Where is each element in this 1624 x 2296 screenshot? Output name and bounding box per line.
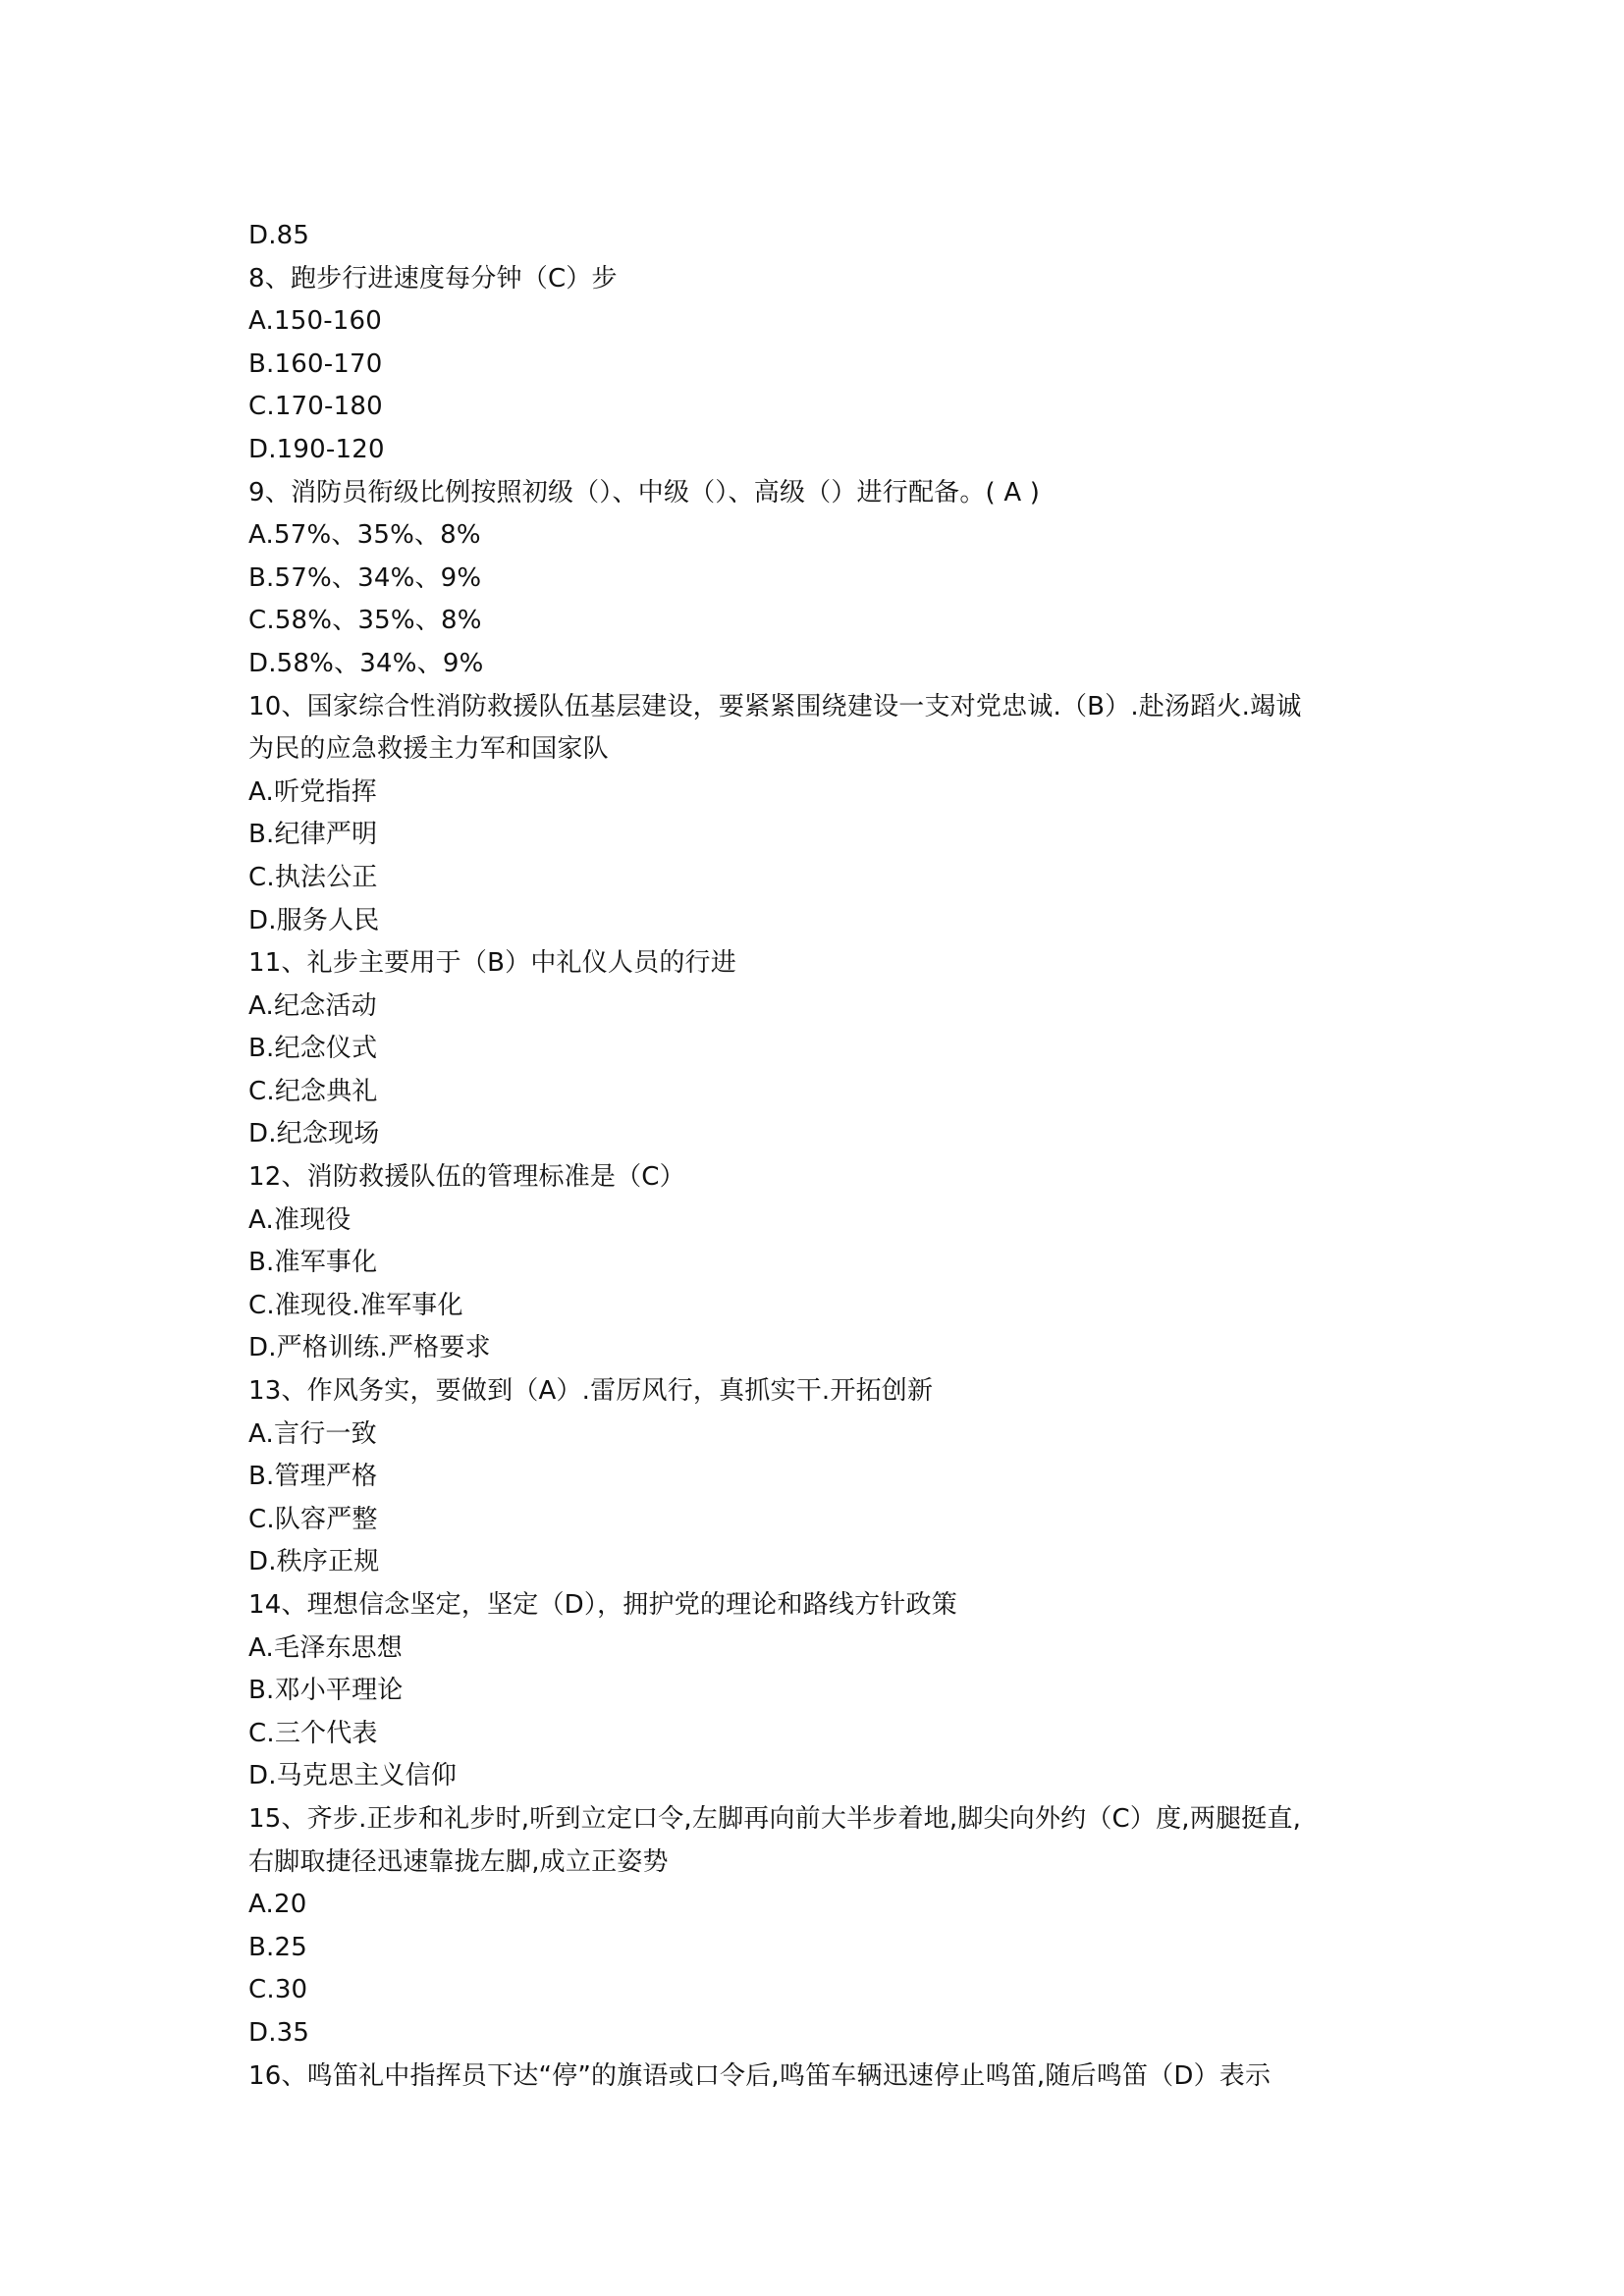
option-line: B.57%、34%、9% [248,562,482,593]
option-line: A.准现役 [248,1204,352,1235]
option-line: D.35 [248,2017,310,2048]
option-line: B.纪律严明 [248,820,378,850]
option-line: C.执法公正 [248,862,378,892]
option-line: C.58%、35%、8% [248,606,482,636]
question-line: 9、消防员衔级比例按照初级（）、中级（）、高级（）进行配备。( A ) [248,477,1041,507]
option-line: B.纪念仪式 [248,1034,378,1064]
option-line: D.190-120 [248,434,385,464]
option-line: A.20 [248,1890,307,1920]
option-line: C.准现役.准军事化 [248,1290,463,1320]
question-line: 10、国家综合性消防救援队伍基层建设，要紧紧围绕建设一支对党忠诚.（B）.赴汤蹈火.竭诚 [248,691,1302,721]
question-line-continued: 为民的应急救援主力军和国家队 [248,734,609,765]
option-line: A.言行一致 [248,1418,377,1449]
question-line: 8、跑步行进速度每分钟（C）步 [248,263,618,294]
question-line: 16、鸣笛礼中指挥员下达“停”的旗语或口令后,鸣笛车辆迅速停止鸣笛,随后鸣笛（D）表示 [248,2060,1272,2091]
option-line: C.纪念典礼 [248,1076,378,1106]
option-line: B.管理严格 [248,1462,378,1492]
option-line: D.85 [248,221,310,250]
option-line: B.25 [248,1932,307,1962]
option-line: C.三个代表 [248,1718,378,1748]
option-line: D.58%、34%、9% [248,648,484,678]
option-line: A.纪念活动 [248,990,377,1021]
option-line: A.毛泽东思想 [248,1632,403,1663]
option-line: A.150-160 [248,306,383,337]
option-line: C.30 [248,1975,308,2005]
question-line-continued: 右脚取捷径迅速靠拢左脚,成立正姿势 [248,1846,669,1877]
option-line: D.秩序正规 [248,1547,380,1577]
option-line: C.队容严整 [248,1504,378,1534]
question-line: 15、齐步.正步和礼步时,听到立定口令,左脚再向前大半步着地,脚尖向外约（C）度,两腿挺直, [248,1803,1302,1834]
option-line: A.57%、35%、8% [248,520,481,551]
question-line: 12、消防救援队伍的管理标准是（C） [248,1162,685,1193]
option-line: D.纪念现场 [248,1119,380,1149]
option-line: D.服务人民 [248,905,380,935]
document-body [248,215,1387,2098]
option-line: C.170-180 [248,392,383,422]
option-line: D.严格训练.严格要求 [248,1333,491,1363]
option-line: B.邓小平理论 [248,1676,404,1706]
question-line: 14、理想信念坚定，坚定（D），拥护党的理论和路线方针政策 [248,1590,957,1620]
question-line: 13、作风务实，要做到（A）.雷厉风行，真抓实干.开拓创新 [248,1376,934,1407]
option-line: D.马克思主义信仰 [248,1761,458,1791]
question-line: 11、礼步主要用于（B）中礼仪人员的行进 [248,948,736,979]
option-line: B.160-170 [248,348,383,379]
option-line: B.准军事化 [248,1248,378,1278]
option-line: A.听党指挥 [248,776,377,807]
